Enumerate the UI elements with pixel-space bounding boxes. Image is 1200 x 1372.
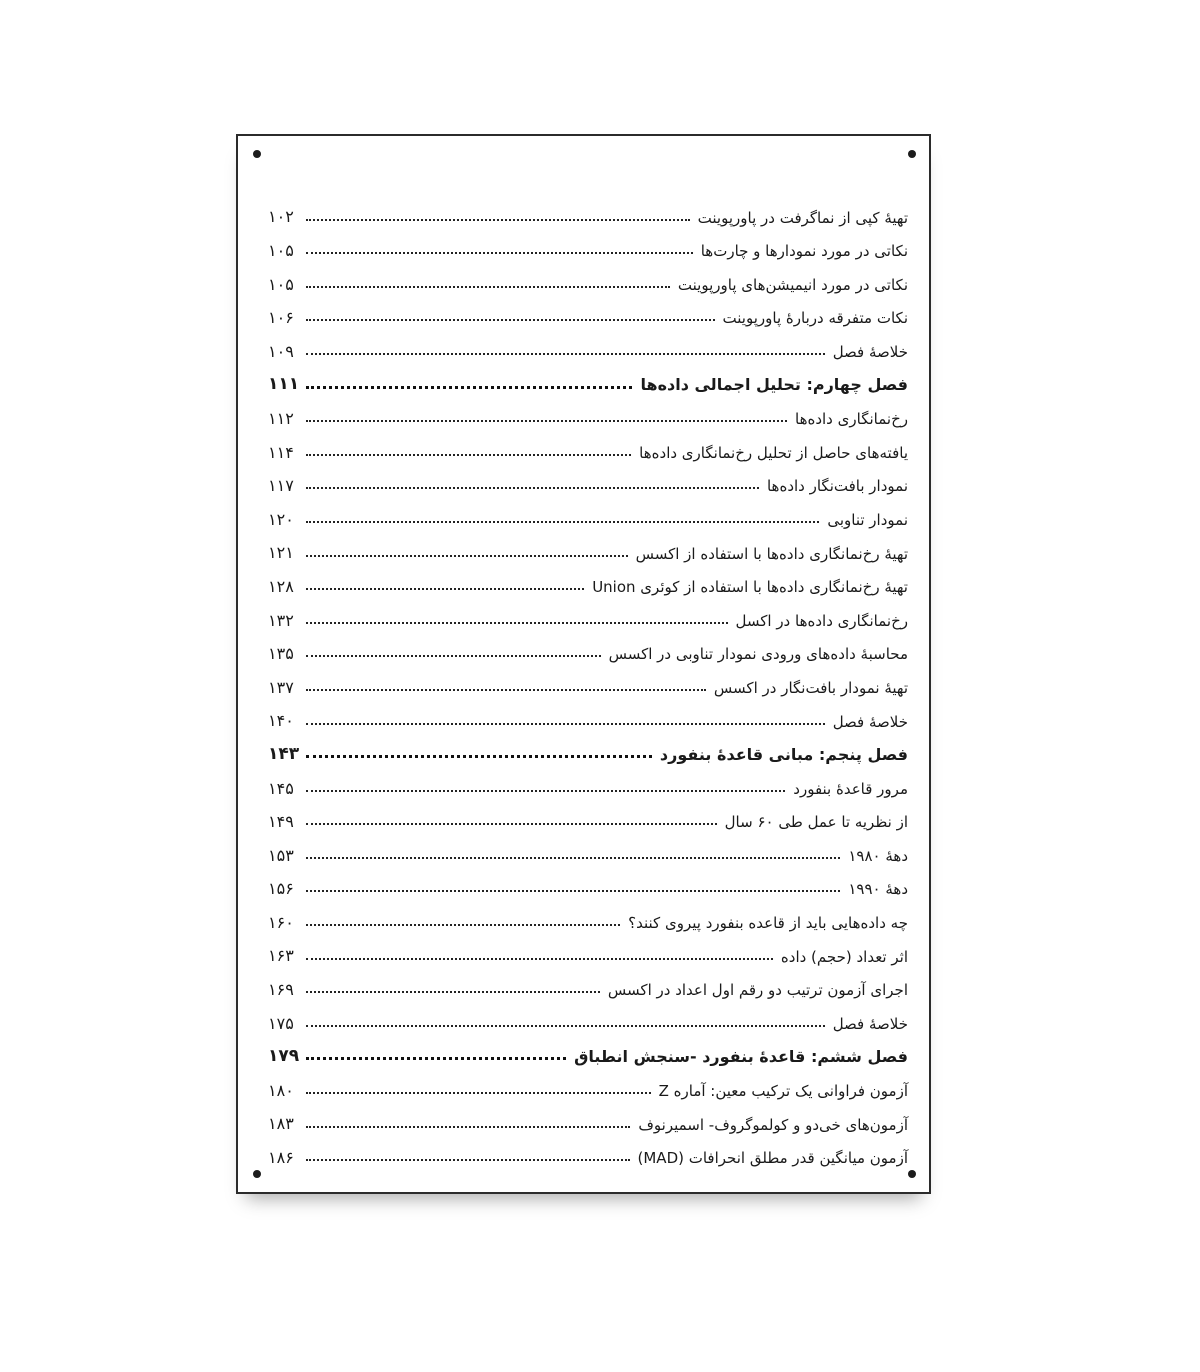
toc-entry-title: فصل پنجم: مبانی قاعدهٔ بنفورد <box>659 744 908 764</box>
dot-leader <box>306 487 759 489</box>
toc-entry-title: آزمون میانگین قدر مطلق انحرافات (MAD) <box>637 1149 908 1168</box>
dot-leader <box>306 588 584 590</box>
toc-page-number: ۱۲۱ <box>268 543 294 563</box>
toc-entry <box>268 327 908 361</box>
toc-entry-title: رخ‌نمانگاری داده‌ها <box>795 410 908 429</box>
toc-page-number: ۱۳۲ <box>268 610 294 630</box>
toc-page-number: ۱۶۳ <box>268 946 294 966</box>
toc-page-number: ۱۱۲ <box>268 408 294 428</box>
toc-chapter-heading <box>268 361 908 395</box>
toc-entry-title: آزمون فراوانی یک ترکیب معین: آماره Z <box>658 1082 908 1101</box>
toc-page-number: ۱۴۹ <box>268 812 294 832</box>
toc-entry <box>268 865 908 899</box>
toc-entry-title: دههٔ ۱۹۸۰ <box>848 846 908 865</box>
dot-leader <box>306 555 628 557</box>
dot-leader <box>306 454 631 456</box>
toc-entry-title: خلاصهٔ فصل <box>832 712 908 731</box>
toc-entry-title: تهیهٔ رخ‌نمانگاری داده‌ها با استفاده از کوئری Union <box>592 578 908 597</box>
toc-page-number: ۱۱۷ <box>268 476 294 496</box>
toc-page-number: ۱۰۲ <box>268 207 294 227</box>
dot-leader <box>306 622 728 624</box>
toc-entry <box>268 932 908 966</box>
toc-entry <box>268 697 908 731</box>
dot-leader <box>306 655 601 657</box>
corner-dot-icon <box>253 1170 261 1178</box>
dot-leader <box>306 420 787 422</box>
book-page <box>236 134 931 1194</box>
toc-entry <box>268 898 908 932</box>
toc-entry-title: رخ‌نمانگاری داده‌ها در اکسل <box>735 611 908 630</box>
toc-page-number: ۱۲۰ <box>268 509 294 529</box>
dot-leader <box>306 823 717 825</box>
toc-page-number: ۱۴۳ <box>268 743 300 764</box>
toc-entry-title: فصل ششم: قاعدهٔ بنفورد -سنجش انطباق <box>574 1047 908 1067</box>
dot-leader <box>306 857 840 859</box>
toc-page-number: ۱۷۵ <box>268 1013 294 1033</box>
toc-entry <box>268 395 908 429</box>
toc-page-number: ۱۱۴ <box>268 442 294 462</box>
toc-page-number: ۱۱۱ <box>268 374 300 395</box>
toc-entry-title: خلاصهٔ فصل <box>832 1014 908 1033</box>
toc-chapter-heading <box>268 731 908 765</box>
toc-page-number: ۱۴۰ <box>268 711 294 731</box>
toc-page-number: ۱۶۹ <box>268 980 294 1000</box>
toc-entry-title: از نظریه تا عمل طی ۶۰ سال <box>724 813 908 832</box>
toc-page-number: ۱۰۵ <box>268 274 294 294</box>
toc-entry <box>268 1066 908 1100</box>
toc-entry-title: خلاصهٔ فصل <box>832 342 908 361</box>
table-of-contents <box>268 193 908 1167</box>
dot-leader <box>306 353 825 355</box>
toc-entry <box>268 663 908 697</box>
toc-entry-title: تهیهٔ کپی از نماگرفت در پاورپوینت <box>697 208 908 227</box>
toc-page-number: ۱۲۸ <box>268 576 294 596</box>
toc-entry-title: فصل چهارم: تحلیل اجمالی داده‌ها <box>640 375 908 395</box>
toc-entry-title: تهیهٔ نمودار بافت‌نگار در اکسس <box>713 678 908 697</box>
toc-entry <box>268 193 908 227</box>
dot-leader <box>306 1057 566 1060</box>
toc-page-number: ۱۳۷ <box>268 677 294 697</box>
dot-leader <box>306 219 690 221</box>
toc-entry-title: نکاتی در مورد نمودارها و چارت‌ها <box>700 242 908 261</box>
toc-entry <box>268 630 908 664</box>
corner-dot-icon <box>253 150 261 158</box>
toc-page-number: ۱۵۳ <box>268 845 294 865</box>
toc-entry <box>268 764 908 798</box>
dot-leader <box>306 1159 630 1161</box>
toc-entry <box>268 999 908 1033</box>
dot-leader <box>306 958 773 960</box>
dot-leader <box>306 991 600 993</box>
toc-entry-title: تهیهٔ رخ‌نمانگاری داده‌ها با استفاده از اکسس <box>635 544 908 563</box>
toc-entry <box>268 1100 908 1134</box>
dot-leader <box>306 689 706 691</box>
toc-chapter-heading <box>268 1033 908 1067</box>
toc-entry-title: نمودار تناوبی <box>827 510 908 529</box>
dot-leader <box>306 890 840 892</box>
toc-entry <box>268 428 908 462</box>
dot-leader <box>306 1025 825 1027</box>
toc-page-number: ۱۴۵ <box>268 778 294 798</box>
toc-entry <box>268 462 908 496</box>
toc-entry-title: نکاتی در مورد انیمیشن‌های پاورپوینت <box>677 275 908 294</box>
toc-entry <box>268 798 908 832</box>
toc-entry <box>268 294 908 328</box>
toc-entry <box>268 1134 908 1168</box>
corner-dot-icon <box>908 1170 916 1178</box>
toc-entry <box>268 966 908 1000</box>
toc-entry <box>268 495 908 529</box>
dot-leader <box>306 521 819 523</box>
toc-page-number: ۱۸۶ <box>268 1148 294 1168</box>
toc-entry-title: چه داده‌هایی باید از قاعده بنفورد پیروی کنند؟ <box>628 914 908 933</box>
toc-entry-title: محاسبهٔ داده‌های ورودی نمودار تناوبی در اکسس <box>608 645 908 664</box>
dot-leader <box>306 319 715 321</box>
dot-leader <box>306 386 632 389</box>
toc-entry-title: آزمون‌های خی‌دو و کولموگروف- اسمیرنوف <box>638 1115 908 1134</box>
toc-entry-title: یافته‌های حاصل از تحلیل رخ‌نمانگاری داده‌ها <box>639 443 908 462</box>
corner-dot-icon <box>908 150 916 158</box>
toc-entry-title: مرور قاعدهٔ بنفورد <box>793 779 908 798</box>
dot-leader <box>306 924 620 926</box>
toc-entry <box>268 529 908 563</box>
toc-page-number: ۱۳۵ <box>268 644 294 664</box>
toc-page-number: ۱۰۹ <box>268 341 294 361</box>
toc-page-number: ۱۸۳ <box>268 1114 294 1134</box>
dot-leader <box>306 1126 630 1128</box>
toc-page-number: ۱۷۹ <box>268 1046 300 1067</box>
toc-page-number: ۱۸۰ <box>268 1080 294 1100</box>
dot-leader <box>306 252 693 254</box>
dot-leader <box>306 1092 651 1094</box>
dot-leader <box>306 755 652 758</box>
toc-entry <box>268 831 908 865</box>
toc-entry-title: اثر تعداد (حجم) داده <box>780 947 908 966</box>
toc-entry-title: دههٔ ۱۹۹۰ <box>848 880 908 899</box>
dot-leader <box>306 286 670 288</box>
toc-page-number: ۱۰۶ <box>268 308 294 328</box>
toc-page-number: ۱۶۰ <box>268 912 294 932</box>
toc-entry <box>268 227 908 261</box>
dot-leader <box>306 790 785 792</box>
toc-entry <box>268 563 908 597</box>
toc-entry-title: نمودار بافت‌نگار داده‌ها <box>766 477 908 496</box>
toc-entry <box>268 596 908 630</box>
dot-leader <box>306 723 825 725</box>
toc-page-number: ۱۵۶ <box>268 879 294 899</box>
toc-entry-title: نکات متفرقه دربارهٔ پاورپوینت <box>722 309 908 328</box>
toc-page-number: ۱۰۵ <box>268 241 294 260</box>
toc-entry <box>268 260 908 294</box>
toc-entry-title: اجرای آزمون ترتیب دو رقم اول اعداد در اکسس <box>607 981 908 1000</box>
